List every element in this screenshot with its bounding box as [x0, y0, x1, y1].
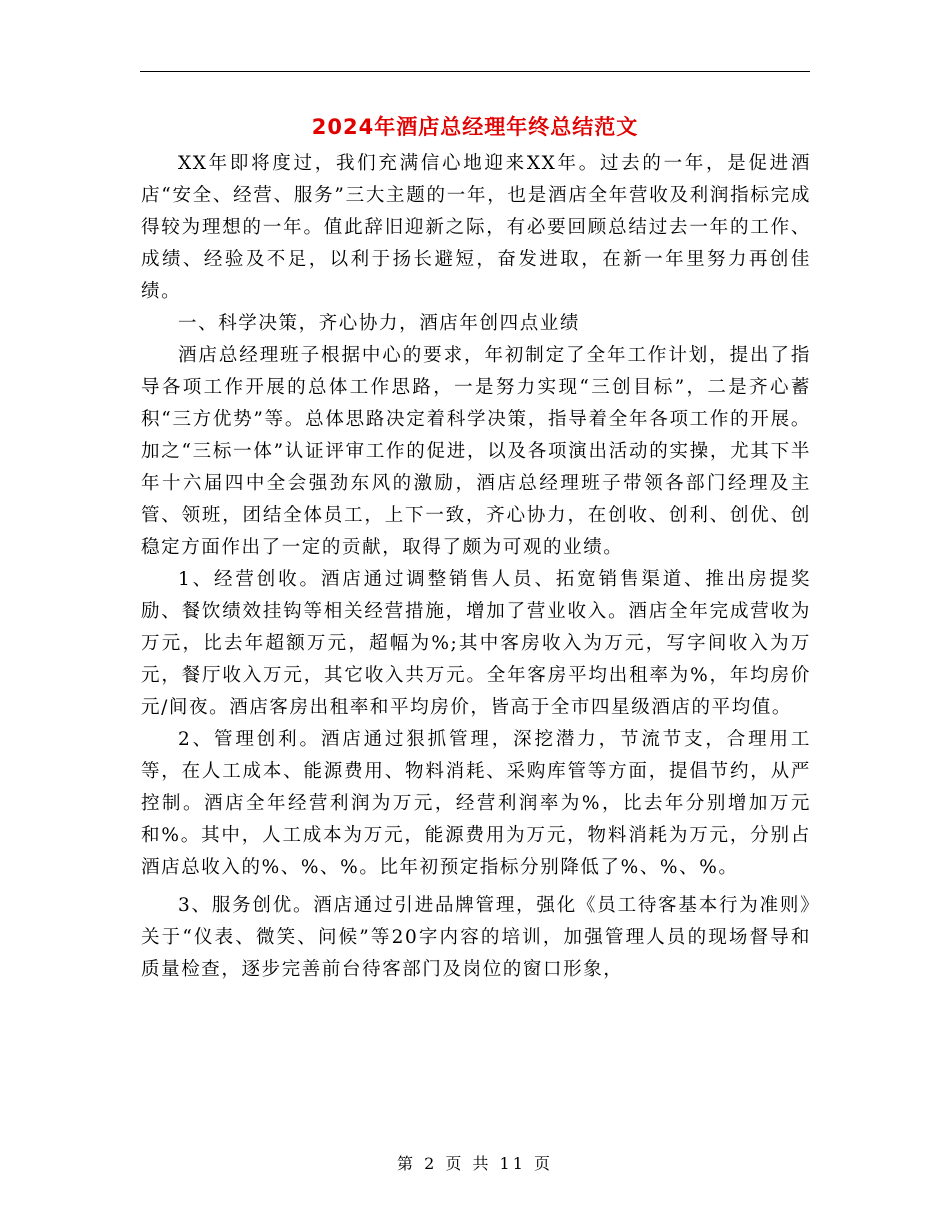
- header-rule: [140, 71, 810, 72]
- item-paragraph-revenue: 1、经营创收。酒店通过调整销售人员、拓宽销售渠道、推出房提奖励、餐饮绩效挂钩等相关经营措施，增加了营业收入。酒店全年完成营收为万元，比去年超额万元，超幅为%;其中客房收入为万元，写字间收入为万元，餐厅收入万元，其它收入共万元。全年客房平均出租率为%，年均房价元/间夜。酒店客房出租率和平均房价，皆高于全市四星级酒店的平均值。: [141, 569, 811, 718]
- intro-paragraph: XX年即将度过，我们充满信心地迎来XX年。过去的一年，是促进酒店“安全、经营、服务”三大主题的一年，也是酒店全年营收及利润指标完成得较为理想的一年。值此辞旧迎新之际，有必要回顾总结过去一年的工作、成绩、经验及不足，以利于扬长避短，奋发进取，在新一年里努力再创佳绩。: [141, 153, 811, 302]
- document-title: 2024年酒店总经理年终总结范文: [311, 115, 639, 139]
- page-number: 第 2 页 共 11 页: [397, 1154, 553, 1173]
- document-body: [141, 148, 811, 986]
- body-paragraph: 酒店总经理班子根据中心的要求，年初制定了全年工作计划，提出了指导各项工作开展的总体工作思路，一是努力实现“三创目标”，二是齐心蓄积“三方优势”等。总体思路决定着科学决策，指导着全年各项工作的开展。加之“三标一体”认证评审工作的促进，以及各项演出活动的实操，尤其下半年十六届四中全会强劲东风的激励，酒店总经理班子带领各部门经理及主管、领班，团结全体员工，上下一致，齐心协力，在创收、创利、创优、创稳定方面作出了一定的贡献，取得了颇为可观的业绩。: [141, 345, 811, 558]
- section-heading: 一、科学决策，齐心协力，酒店年创四点业绩: [178, 313, 581, 334]
- item-paragraph-service: 3、服务创优。酒店通过引进品牌管理，强化《员工待客基本行为准则》关于“仪表、微笑、问候”等20字内容的培训，加强管理人员的现场督导和质量检查，逐步完善前台待客部门及岗位的窗口形象，: [141, 895, 811, 980]
- item-paragraph-profit: 2、管理创利。酒店通过狠抓管理，深挖潜力，节流节支，合理用工等，在人工成本、能源费用、物料消耗、采购库管等方面，提倡节约，从严控制。酒店全年经营利润为万元，经营利润率为%，比去年分别增加万元和%。其中，人工成本为万元，能源费用为万元，物料消耗为万元，分别占酒店总收入的%、%、%。比年初预定指标分别降低了%、%、%。: [141, 729, 811, 878]
